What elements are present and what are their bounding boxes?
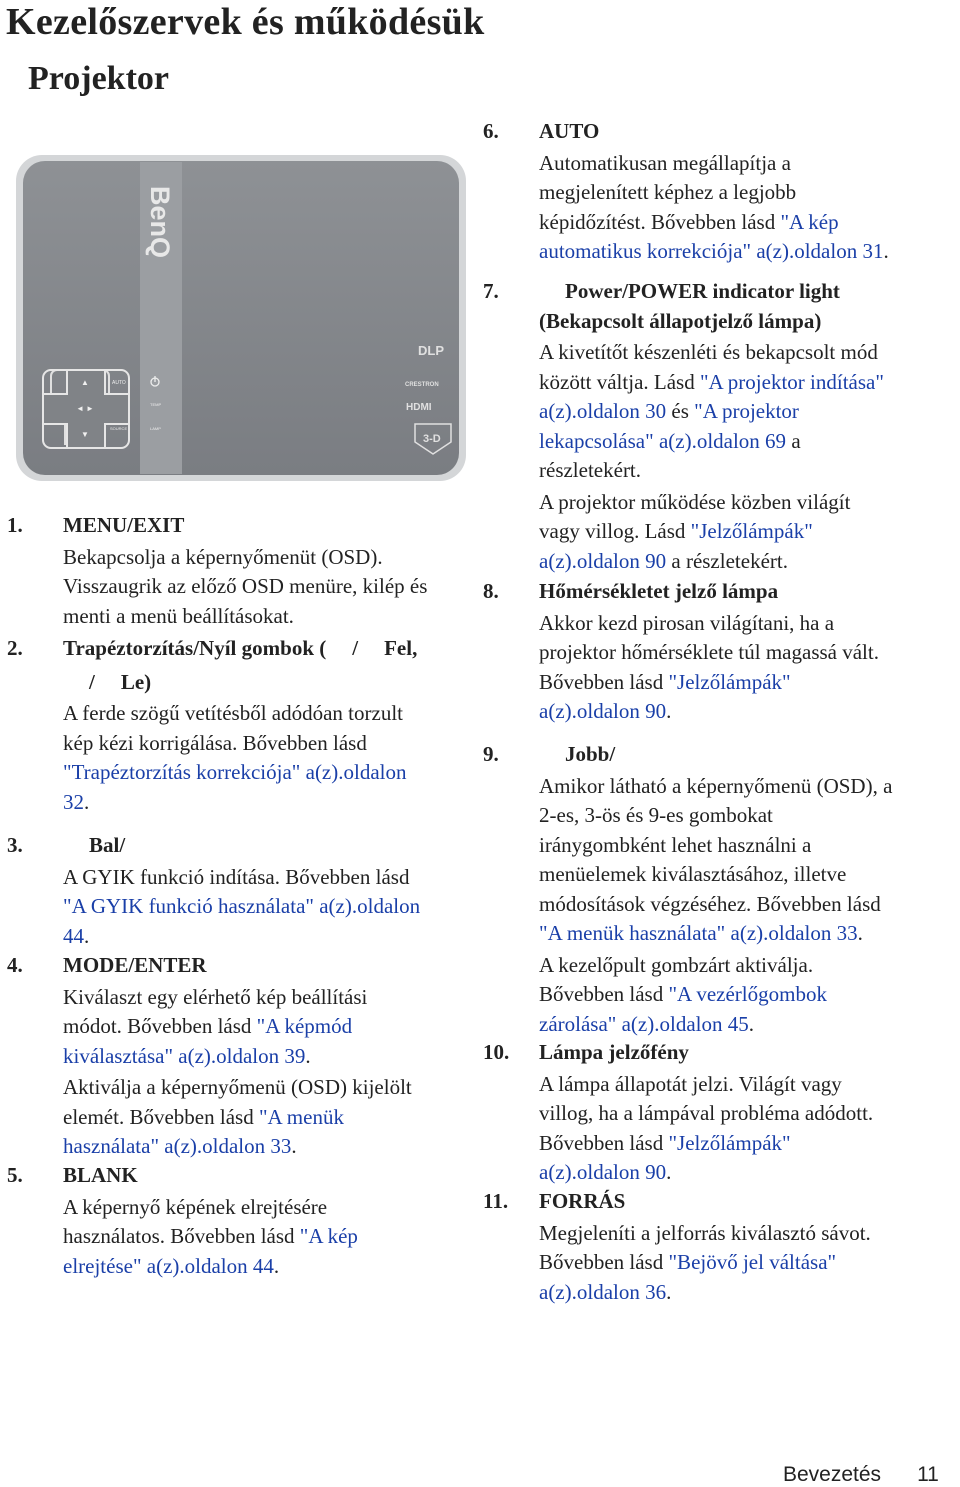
section-title: Projektor [28, 60, 169, 97]
panel-label-lamp: LAMP [150, 426, 161, 431]
dlp-badge: DLP [418, 343, 444, 358]
panel-label-temp: TEMP [150, 402, 162, 407]
list-item-11: 11. FORRÁS Megjeleníti a jelforrás kiválasztó sávot. Bővebben lásd "Bejövő jel váltása" a(z).oldalon 36. [483, 1189, 871, 1304]
list-item-4: 4. MODE/ENTER Kiválaszt egy elérhető kép beállítási módot. Bővebben lásd "A képmód kiválasztása" a(z).oldalon 39. Aktiválja a képernyőmenü (OSD) kijelölt elemét. Bővebben lásd "A menük használata" a(z).oldalon 33. [7, 953, 412, 1158]
hdmi-badge: HDMI [406, 402, 432, 413]
projector-control-panel-image [15, 154, 467, 482]
list-item-9: 9. Jobb/ Amikor látható a képernyőmenü (OSD), a 2-es, 3-ös és 9-es gombokat iránygombként lehet használni a menüelemek kiválasztásához, illetve módosítások végzéséhez. Bővebben lásd "A menük használata" a(z).oldalon 33. A kezelőpult gombzárt aktiválja. Bővebben lásd "A vezérlőgombok zárolása" a(z).oldalon 45. [483, 742, 893, 1036]
crestron-badge: CRESTRON [405, 382, 439, 388]
list-item-7: 7. Power/POWER indicator light (Bekapcsolt állapotjelző lámpa) A kivetítőt készenléti és bekapcsolt mód között váltja. Lásd "A projektor indítása" a(z).oldalon 30 és "A projektor lekapcsolása" a(z).oldalon 69 a részletekért. A projektor működése közben világít vagy villog. Lásd "Jelzőlámpák" a(z).oldalon 90 a részletekért. [483, 279, 884, 573]
3d-ready-badge: 3-D [423, 433, 441, 445]
list-item-6: 6. AUTO Automatikusan megállapítja a megjelenített képhez a legjobb képidőzítést. Bővebben lásd "A kép automatikus korrekciója" a(z).oldalon 31. [483, 119, 889, 263]
link-keystone[interactable]: "Trapéztorzítás korrekciója" a(z).oldalon [63, 760, 407, 784]
svg-text:◄ ►: ◄ ► [76, 404, 94, 413]
benq-logo: BenQ [145, 186, 175, 259]
page-footer [783, 1463, 939, 1487]
item-heading: MENU/EXIT [63, 513, 185, 537]
panel-label-source: SOURCE [110, 426, 128, 431]
link-faq[interactable]: "A GYIK funkció használata" a(z).oldalon [63, 894, 421, 918]
svg-text:▲: ▲ [81, 378, 89, 387]
list-item-5: 5. BLANK A képernyő képének elrejtésére használatos. Bővebben lásd "A kép elrejtése" a(z).oldalon 44. [7, 1163, 358, 1278]
list-item-10: 10. Lámpa jelzőfény A lámpa állapotát jelzi. Világít vagy villog, ha a lámpával probléma adódott. Bővebben lásd "Jelzőlámpák" a(z).oldalon 90. [483, 1040, 874, 1184]
list-item-2: 2. Trapéztorzítás/Nyíl gombok ( / Fel, / Le) A ferde szögű vetítésből adódóan torzult kép kézi korrigálása. Bővebben lásd "Trapéztorzítás korrekciója" a(z).oldalon 32. [7, 634, 477, 817]
page-title: Kezelőszervek és működésük [6, 1, 485, 43]
list-item-1: 1. MENU/EXIT Bekapcsolja a képernyőmenüt (OSD). Visszaugrik az előző OSD menüre, kilép és menti a menü beállításokat. [7, 511, 477, 631]
footer-section: Bevezetés [783, 1463, 882, 1486]
panel-label-auto: AUTO [112, 380, 126, 386]
svg-text:▼: ▼ [81, 430, 89, 439]
list-item-3: 3. Bal/ A GYIK funkció indítása. Bővebben lásd "A GYIK funkció használata" a(z).oldalon 44. [7, 831, 477, 951]
list-item-8: 8. Hőmérsékletet jelző lámpa Akkor kezd pirosan világítani, ha a projektor hőmérséklete túl magassá vált. Bővebben lásd "Jelzőlámpák" a(z).oldalon 90. [483, 579, 879, 723]
page-number: 11 [917, 1463, 939, 1486]
